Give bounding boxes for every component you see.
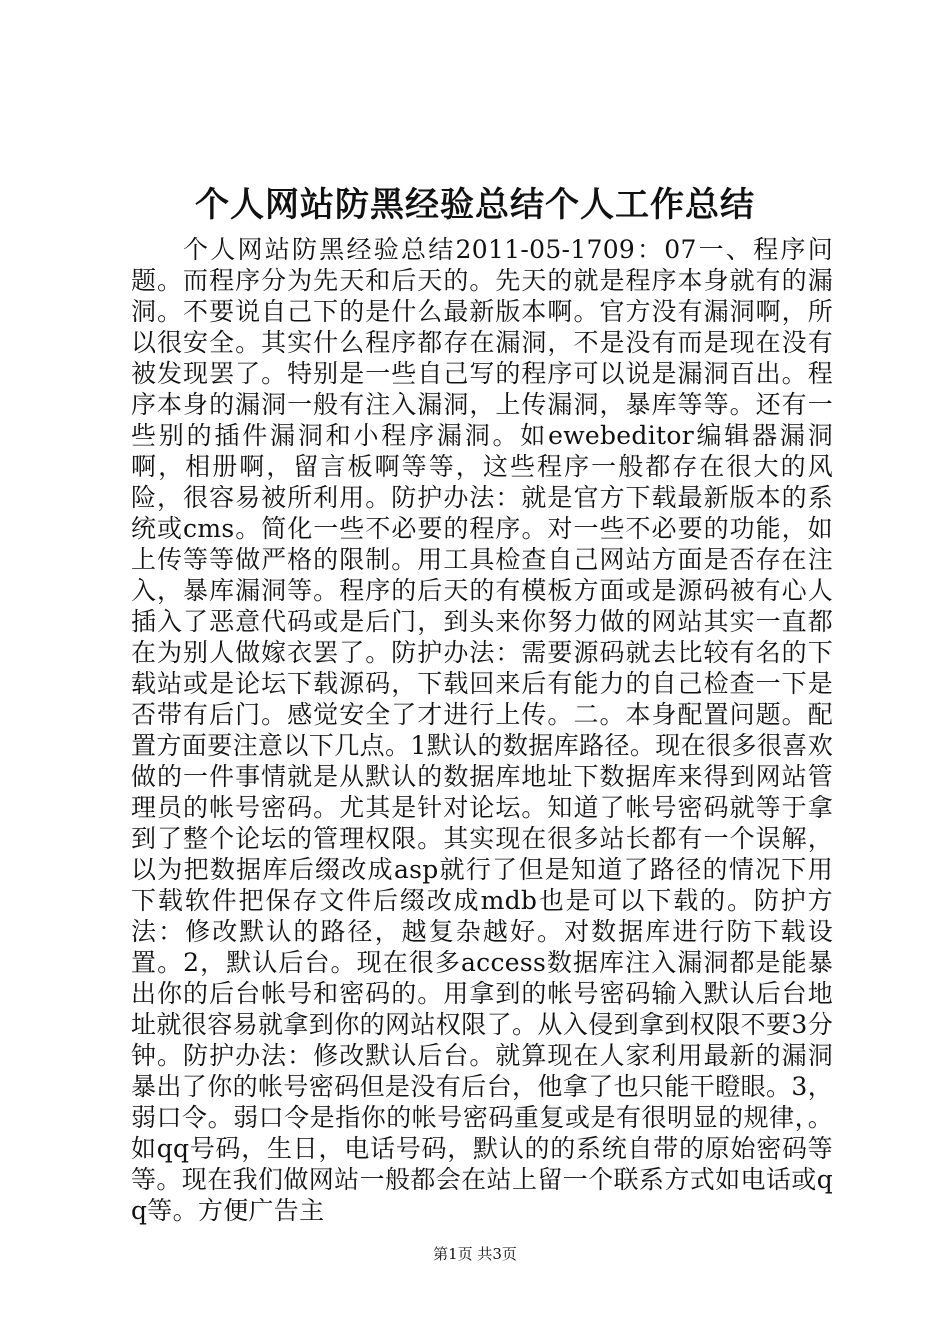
document-body-paragraph: 个人网站防黑经验总结2011-05-1709：07一、程序问题。而程序分为先天和后天的。先天的就是程序本身就有的漏洞。不要说自己下的是什么最新版本啊。官方没有漏洞啊，所以很安全。其实什么程序都存在漏洞，不是没有而是现在没有被发现罢了。特别是一些自己写的程序可以说是漏洞百出。程序本身的漏洞一般有注入漏洞，上传漏洞，暴库等等。还有一些别的插件漏洞和小程序漏洞。如ewebeditor编辑器漏洞啊，相册啊，留言板啊等等，这些程序一般都存在很大的风险，很容易被所利用。防护办法：就是官方下载最新版本的系统或cms。简化一些不必要的程序。对一些不必要的功能，如上传等等做严格的限制。用工具检查自己网站方面是否存在注入，暴库漏洞等。程序的后天的有模板方面或是源码被有心人插入了恶意代码或是后门，到头来你努力做的网站其实一直都在为别人做嫁衣罢了。防护办法：需要源码就去比较有名的下载站或是论坛下载源码，下载回来后有能力的自己检查一下是否带有后门。感觉安全了才进行上传。二。本身配置问题。配置方面要注意以下几点。1默认的数据库路径。现在很多很喜欢做的一件事情就是从默认的数据库地址下数据库来得到网站管理员的帐号密码。尤其是针对论坛。知道了帐号密码就等于拿到了整个论坛的管理权限。其实现在很多站长都有一个误解，以为把数据库后缀改成asp就行了但是知道了路径的情况下用下载软件把保存文件后缀改成mdb也是可以下载的。防护方法：修改默认的路径，越复杂越好。对数据库进行防下载设置。2，默认后台。现在很多access数据库注入漏洞都是能暴出你的后台帐号和密码的。用拿到的帐号密码输入默认后台地址就很容易就拿到你的网站权限了。从入侵到拿到权限不要3分钟。防护办法：修改默认后台。就算现在人家利用最新的漏洞暴出了你的帐号密码但是没有后台，他拿了也只能干瞪眼。3，弱口令。弱口令是指你的帐号密码重复或是有很明显的规律，。如qq号码，生日，电话号码，默认的的系统自带的原始密码等等。现在我们做网站一般都会在站上留一个联系方式如电话或qq等。方便广告主 [131, 235, 833, 1225]
document-title: 个人网站防黑经验总结个人工作总结 [195, 185, 755, 225]
page-number-footer: 第1页 共3页 [433, 1245, 517, 1263]
